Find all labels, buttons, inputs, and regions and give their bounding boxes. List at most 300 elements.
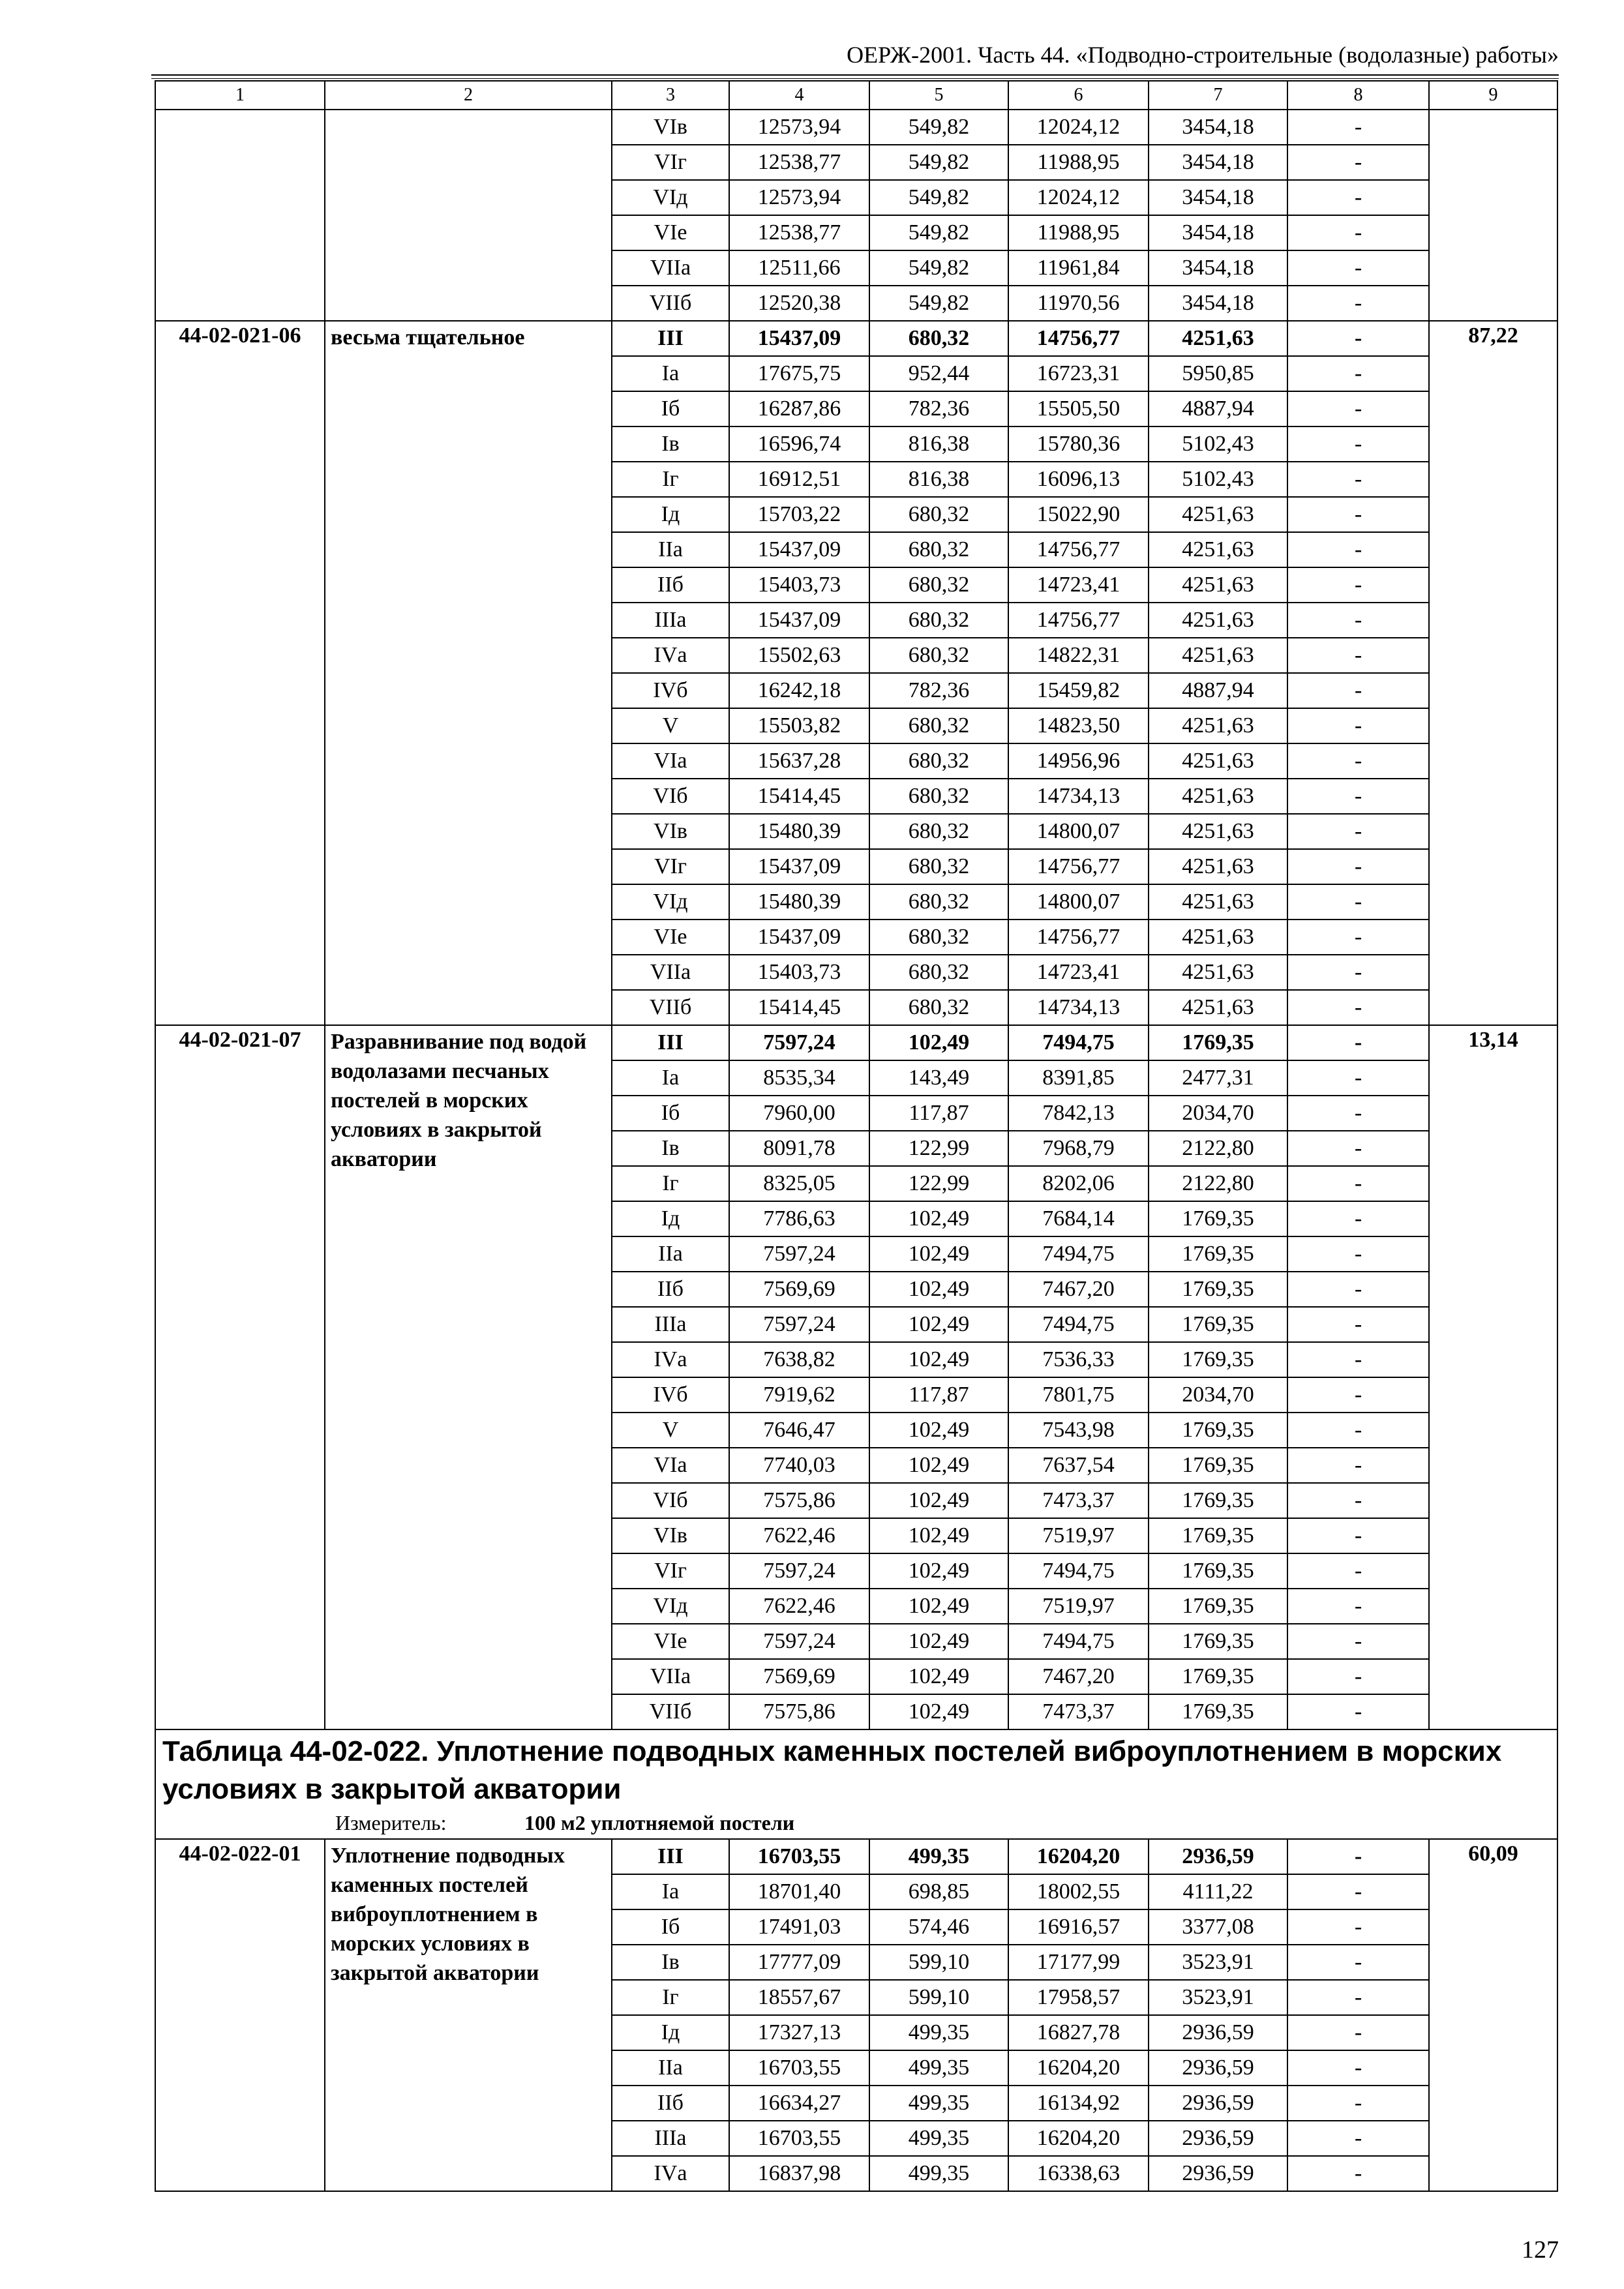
value-cell: -: [1287, 1131, 1429, 1166]
value-cell: 14800,07: [1008, 814, 1149, 849]
value-cell: 7968,79: [1008, 1131, 1149, 1166]
zone-cell: Iа: [612, 1060, 729, 1096]
value-cell: 499,35: [869, 1839, 1008, 1874]
value-cell: 7597,24: [729, 1025, 869, 1060]
value-cell: -: [1287, 2121, 1429, 2156]
value-cell: 1769,35: [1149, 1272, 1287, 1307]
value-cell: 15780,36: [1008, 426, 1149, 462]
value-cell: 102,49: [869, 1553, 1008, 1589]
table-row: [155, 110, 1557, 145]
value-cell: 7740,03: [729, 1448, 869, 1483]
zone-cell: IIIа: [612, 1307, 729, 1342]
zone-cell: Iг: [612, 462, 729, 497]
value-cell: 15437,09: [729, 849, 869, 884]
zone-cell: Iб: [612, 1096, 729, 1131]
value-cell: 2122,80: [1149, 1166, 1287, 1201]
value-cell: 1769,35: [1149, 1201, 1287, 1236]
value-cell: 11988,95: [1008, 215, 1149, 250]
value-cell: 16703,55: [729, 2050, 869, 2086]
rate-code: 44-02-022-01: [155, 1839, 325, 2191]
value-cell: 16596,74: [729, 426, 869, 462]
value-cell: 4887,94: [1149, 673, 1287, 708]
value-cell: 15022,90: [1008, 497, 1149, 532]
meter-line: [162, 1808, 1557, 1838]
value-cell: 102,49: [869, 1448, 1008, 1483]
zone-cell: VIг: [612, 1553, 729, 1589]
value-cell: 1769,35: [1149, 1589, 1287, 1624]
zone-cell: Iв: [612, 1945, 729, 1980]
zone-cell: VIв: [612, 110, 729, 145]
value-cell: -: [1287, 1909, 1429, 1945]
value-cell: 12024,12: [1008, 180, 1149, 215]
value-cell: -: [1287, 2156, 1429, 2191]
zone-cell: VIIа: [612, 955, 729, 990]
value-cell: -: [1287, 1518, 1429, 1553]
value-cell: 15414,45: [729, 779, 869, 814]
value-cell: 15437,09: [729, 603, 869, 638]
table-row: [155, 1025, 1557, 1060]
column-9-value: 87,22: [1429, 321, 1557, 1025]
value-cell: 16096,13: [1008, 462, 1149, 497]
value-cell: -: [1287, 145, 1429, 180]
value-cell: 816,38: [869, 462, 1008, 497]
value-cell: 11988,95: [1008, 145, 1149, 180]
value-cell: 17958,57: [1008, 1980, 1149, 2015]
value-cell: 7494,75: [1008, 1553, 1149, 1589]
column-number: 4: [729, 81, 869, 110]
zone-cell: III: [612, 1025, 729, 1060]
value-cell: 102,49: [869, 1413, 1008, 1448]
value-cell: 7842,13: [1008, 1096, 1149, 1131]
value-cell: 1769,35: [1149, 1413, 1287, 1448]
value-cell: 680,32: [869, 321, 1008, 356]
column-number: 1: [155, 81, 325, 110]
value-cell: 680,32: [869, 814, 1008, 849]
zone-cell: VIIб: [612, 1694, 729, 1729]
value-cell: 3523,91: [1149, 1980, 1287, 2015]
value-cell: 680,32: [869, 708, 1008, 743]
work-description: Разравнивание под водой водолазами песчаных постелей в морских условиях в закрытой акватории: [325, 1025, 612, 1729]
zone-cell: IIа: [612, 1236, 729, 1272]
value-cell: 8535,34: [729, 1060, 869, 1096]
zone-cell: VIIб: [612, 286, 729, 321]
zone-cell: Iг: [612, 1166, 729, 1201]
value-cell: 16242,18: [729, 673, 869, 708]
value-cell: -: [1287, 1201, 1429, 1236]
value-cell: 7801,75: [1008, 1377, 1149, 1413]
zone-cell: VIе: [612, 215, 729, 250]
value-cell: -: [1287, 1307, 1429, 1342]
value-cell: 7467,20: [1008, 1272, 1149, 1307]
value-cell: 4251,63: [1149, 743, 1287, 779]
value-cell: 7494,75: [1008, 1025, 1149, 1060]
value-cell: -: [1287, 497, 1429, 532]
value-cell: 18557,67: [729, 1980, 869, 2015]
value-cell: 1769,35: [1149, 1342, 1287, 1377]
value-cell: -: [1287, 1839, 1429, 1874]
zone-cell: Iа: [612, 356, 729, 391]
value-cell: -: [1287, 884, 1429, 920]
zone-cell: Iд: [612, 2015, 729, 2050]
value-cell: 1769,35: [1149, 1659, 1287, 1694]
value-cell: 16338,63: [1008, 2156, 1149, 2191]
value-cell: 3454,18: [1149, 110, 1287, 145]
value-cell: 3454,18: [1149, 145, 1287, 180]
zone-cell: Iа: [612, 1874, 729, 1909]
rates-table: [155, 80, 1558, 2192]
value-cell: 7575,86: [729, 1483, 869, 1518]
zone-cell: VIа: [612, 743, 729, 779]
value-cell: 7919,62: [729, 1377, 869, 1413]
value-cell: 15437,09: [729, 321, 869, 356]
value-cell: -: [1287, 1553, 1429, 1589]
value-cell: 12024,12: [1008, 110, 1149, 145]
value-cell: 16134,92: [1008, 2086, 1149, 2121]
value-cell: 2936,59: [1149, 1839, 1287, 1874]
value-cell: 7622,46: [729, 1589, 869, 1624]
value-cell: 3523,91: [1149, 1945, 1287, 1980]
zone-cell: VIа: [612, 1448, 729, 1483]
table-title-cell: [155, 1729, 1557, 1839]
zone-cell: IIа: [612, 2050, 729, 2086]
value-cell: -: [1287, 2015, 1429, 2050]
value-cell: 15403,73: [729, 955, 869, 990]
zone-cell: VIIа: [612, 250, 729, 286]
value-cell: -: [1287, 955, 1429, 990]
zone-cell: VIг: [612, 145, 729, 180]
value-cell: 5102,43: [1149, 426, 1287, 462]
table-row: [155, 1839, 1557, 1874]
value-cell: 102,49: [869, 1624, 1008, 1659]
value-cell: -: [1287, 286, 1429, 321]
value-cell: 102,49: [869, 1483, 1008, 1518]
zone-cell: IIб: [612, 567, 729, 603]
work-description: Уплотнение подводных каменных постелей виброуплотнением в морских условиях в закрытой акватории: [325, 1839, 612, 2191]
value-cell: 7622,46: [729, 1518, 869, 1553]
value-cell: 15703,22: [729, 497, 869, 532]
value-cell: 4251,63: [1149, 849, 1287, 884]
value-cell: 14800,07: [1008, 884, 1149, 920]
zone-cell: VIг: [612, 849, 729, 884]
zone-cell: IIб: [612, 2086, 729, 2121]
value-cell: 12538,77: [729, 215, 869, 250]
column-number: 6: [1008, 81, 1149, 110]
table-row: [155, 321, 1557, 356]
value-cell: 16204,20: [1008, 2050, 1149, 2086]
zone-cell: VIе: [612, 920, 729, 955]
value-cell: 16912,51: [729, 462, 869, 497]
value-cell: 1769,35: [1149, 1483, 1287, 1518]
zone-cell: IIа: [612, 532, 729, 567]
value-cell: 12538,77: [729, 145, 869, 180]
value-cell: 680,32: [869, 779, 1008, 814]
value-cell: 102,49: [869, 1201, 1008, 1236]
value-cell: 16703,55: [729, 1839, 869, 1874]
zone-cell: VIб: [612, 779, 729, 814]
rate-code: [155, 110, 325, 321]
value-cell: 7467,20: [1008, 1659, 1149, 1694]
value-cell: 17491,03: [729, 1909, 869, 1945]
column-number: 3: [612, 81, 729, 110]
column-number: 8: [1287, 81, 1429, 110]
value-cell: 7494,75: [1008, 1236, 1149, 1272]
value-cell: 4251,63: [1149, 884, 1287, 920]
value-cell: 7637,54: [1008, 1448, 1149, 1483]
zone-cell: Iб: [612, 1909, 729, 1945]
value-cell: 16837,98: [729, 2156, 869, 2191]
zone-cell: Iг: [612, 1980, 729, 2015]
value-cell: 680,32: [869, 743, 1008, 779]
value-cell: 4111,22: [1149, 1874, 1287, 1909]
value-cell: 14822,31: [1008, 638, 1149, 673]
zone-cell: V: [612, 708, 729, 743]
value-cell: 102,49: [869, 1659, 1008, 1694]
value-cell: 7960,00: [729, 1096, 869, 1131]
value-cell: 7473,37: [1008, 1483, 1149, 1518]
value-cell: 549,82: [869, 215, 1008, 250]
value-cell: 7786,63: [729, 1201, 869, 1236]
value-cell: -: [1287, 1096, 1429, 1131]
value-cell: 15480,39: [729, 884, 869, 920]
value-cell: 1769,35: [1149, 1025, 1287, 1060]
value-cell: 12520,38: [729, 286, 869, 321]
value-cell: 102,49: [869, 1236, 1008, 1272]
meter-value: 100 м2 уплотняемой постели: [524, 1811, 795, 1834]
value-cell: 7494,75: [1008, 1307, 1149, 1342]
value-cell: 122,99: [869, 1166, 1008, 1201]
value-cell: 499,35: [869, 2015, 1008, 2050]
value-cell: 143,49: [869, 1060, 1008, 1096]
value-cell: 1769,35: [1149, 1307, 1287, 1342]
value-cell: 8091,78: [729, 1131, 869, 1166]
value-cell: 14723,41: [1008, 955, 1149, 990]
meter-label: Измеритель:: [335, 1811, 447, 1834]
value-cell: -: [1287, 1060, 1429, 1096]
value-cell: -: [1287, 673, 1429, 708]
value-cell: 549,82: [869, 110, 1008, 145]
value-cell: 2936,59: [1149, 2050, 1287, 2086]
value-cell: 574,46: [869, 1909, 1008, 1945]
column-9-value: 60,09: [1429, 1839, 1557, 2191]
value-cell: -: [1287, 920, 1429, 955]
value-cell: 3454,18: [1149, 286, 1287, 321]
value-cell: 15403,73: [729, 567, 869, 603]
value-cell: -: [1287, 603, 1429, 638]
table-title-row: [155, 1729, 1557, 1839]
value-cell: 2034,70: [1149, 1096, 1287, 1131]
value-cell: -: [1287, 814, 1429, 849]
value-cell: 7519,97: [1008, 1518, 1149, 1553]
value-cell: 4251,63: [1149, 814, 1287, 849]
value-cell: 7638,82: [729, 1342, 869, 1377]
value-cell: -: [1287, 567, 1429, 603]
value-cell: 680,32: [869, 990, 1008, 1025]
value-cell: -: [1287, 1980, 1429, 2015]
table-title: Таблица 44-02-022. Уплотнение подводных каменных постелей виброуплотнением в морских условиях в закрытой акватории: [162, 1735, 1502, 1805]
value-cell: 102,49: [869, 1518, 1008, 1553]
value-cell: 2936,59: [1149, 2086, 1287, 2121]
value-cell: 15480,39: [729, 814, 869, 849]
value-cell: 680,32: [869, 638, 1008, 673]
value-cell: -: [1287, 1377, 1429, 1413]
value-cell: 102,49: [869, 1342, 1008, 1377]
value-cell: 4251,63: [1149, 532, 1287, 567]
column-number-row: [155, 81, 1557, 110]
page-number: 127: [1522, 2236, 1559, 2264]
value-cell: 7597,24: [729, 1236, 869, 1272]
zone-cell: IIIа: [612, 2121, 729, 2156]
value-cell: 18002,55: [1008, 1874, 1149, 1909]
column-number: 2: [325, 81, 612, 110]
value-cell: -: [1287, 391, 1429, 426]
value-cell: 4251,63: [1149, 321, 1287, 356]
value-cell: 15505,50: [1008, 391, 1149, 426]
value-cell: -: [1287, 1945, 1429, 1980]
value-cell: 680,32: [869, 884, 1008, 920]
value-cell: 7536,33: [1008, 1342, 1149, 1377]
zone-cell: VIе: [612, 1624, 729, 1659]
value-cell: 15459,82: [1008, 673, 1149, 708]
value-cell: 18701,40: [729, 1874, 869, 1909]
value-cell: 14756,77: [1008, 849, 1149, 884]
value-cell: 782,36: [869, 673, 1008, 708]
value-cell: -: [1287, 1166, 1429, 1201]
value-cell: 14756,77: [1008, 920, 1149, 955]
value-cell: 1769,35: [1149, 1448, 1287, 1483]
value-cell: 680,32: [869, 603, 1008, 638]
value-cell: 1769,35: [1149, 1236, 1287, 1272]
value-cell: -: [1287, 990, 1429, 1025]
value-cell: -: [1287, 215, 1429, 250]
value-cell: -: [1287, 1874, 1429, 1909]
value-cell: 4251,63: [1149, 638, 1287, 673]
value-cell: 680,32: [869, 955, 1008, 990]
zone-cell: VIд: [612, 1589, 729, 1624]
value-cell: 15637,28: [729, 743, 869, 779]
value-cell: 11970,56: [1008, 286, 1149, 321]
column-number: 9: [1429, 81, 1557, 110]
header-rule: [151, 74, 1559, 76]
value-cell: -: [1287, 1413, 1429, 1448]
value-cell: -: [1287, 1272, 1429, 1307]
value-cell: -: [1287, 426, 1429, 462]
running-title: ОЕРЖ-2001. Часть 44. «Подводно-строительные (водолазные) работы»: [847, 42, 1559, 68]
value-cell: 680,32: [869, 849, 1008, 884]
value-cell: 12511,66: [729, 250, 869, 286]
value-cell: 16827,78: [1008, 2015, 1149, 2050]
value-cell: 4251,63: [1149, 955, 1287, 990]
value-cell: 16723,31: [1008, 356, 1149, 391]
value-cell: 102,49: [869, 1589, 1008, 1624]
value-cell: 816,38: [869, 426, 1008, 462]
zone-cell: IVб: [612, 1377, 729, 1413]
zone-cell: IVа: [612, 1342, 729, 1377]
value-cell: 7569,69: [729, 1659, 869, 1694]
value-cell: 680,32: [869, 920, 1008, 955]
value-cell: 1769,35: [1149, 1694, 1287, 1729]
value-cell: 12573,94: [729, 110, 869, 145]
value-cell: 16703,55: [729, 2121, 869, 2156]
value-cell: -: [1287, 2050, 1429, 2086]
value-cell: 549,82: [869, 180, 1008, 215]
value-cell: 102,49: [869, 1025, 1008, 1060]
value-cell: 117,87: [869, 1377, 1008, 1413]
header-rule-thin: [151, 78, 1559, 79]
value-cell: 12573,94: [729, 180, 869, 215]
value-cell: 2477,31: [1149, 1060, 1287, 1096]
value-cell: 2936,59: [1149, 2015, 1287, 2050]
value-cell: 3454,18: [1149, 180, 1287, 215]
value-cell: 680,32: [869, 567, 1008, 603]
value-cell: 14734,13: [1008, 779, 1149, 814]
value-cell: 5102,43: [1149, 462, 1287, 497]
value-cell: 2122,80: [1149, 1131, 1287, 1166]
value-cell: -: [1287, 638, 1429, 673]
zone-cell: IVа: [612, 2156, 729, 2191]
zone-cell: VIв: [612, 1518, 729, 1553]
value-cell: -: [1287, 743, 1429, 779]
value-cell: 549,82: [869, 145, 1008, 180]
value-cell: 7646,47: [729, 1413, 869, 1448]
value-cell: 2936,59: [1149, 2121, 1287, 2156]
value-cell: 16916,57: [1008, 1909, 1149, 1945]
value-cell: -: [1287, 321, 1429, 356]
value-cell: -: [1287, 180, 1429, 215]
value-cell: 16634,27: [729, 2086, 869, 2121]
value-cell: 15503,82: [729, 708, 869, 743]
zone-cell: Iд: [612, 497, 729, 532]
value-cell: 4251,63: [1149, 920, 1287, 955]
value-cell: 14756,77: [1008, 321, 1149, 356]
value-cell: 7494,75: [1008, 1624, 1149, 1659]
value-cell: 4251,63: [1149, 567, 1287, 603]
value-cell: 14823,50: [1008, 708, 1149, 743]
value-cell: 17675,75: [729, 356, 869, 391]
value-cell: 782,36: [869, 391, 1008, 426]
value-cell: 7519,97: [1008, 1589, 1149, 1624]
value-cell: 102,49: [869, 1694, 1008, 1729]
value-cell: 7597,24: [729, 1624, 869, 1659]
value-cell: 15437,09: [729, 920, 869, 955]
value-cell: -: [1287, 1694, 1429, 1729]
value-cell: 7684,14: [1008, 1201, 1149, 1236]
rate-code: 44-02-021-06: [155, 321, 325, 1025]
zone-cell: IIб: [612, 1272, 729, 1307]
value-cell: 15437,09: [729, 532, 869, 567]
column-9-value: [1429, 110, 1557, 321]
value-cell: 14956,96: [1008, 743, 1149, 779]
value-cell: -: [1287, 110, 1429, 145]
value-cell: 14723,41: [1008, 567, 1149, 603]
value-cell: 4251,63: [1149, 497, 1287, 532]
value-cell: 3377,08: [1149, 1909, 1287, 1945]
value-cell: 17177,99: [1008, 1945, 1149, 1980]
value-cell: 117,87: [869, 1096, 1008, 1131]
zone-cell: VIб: [612, 1483, 729, 1518]
value-cell: 14756,77: [1008, 603, 1149, 638]
value-cell: -: [1287, 779, 1429, 814]
value-cell: 599,10: [869, 1980, 1008, 2015]
value-cell: 8391,85: [1008, 1060, 1149, 1096]
value-cell: 1769,35: [1149, 1518, 1287, 1553]
value-cell: -: [1287, 1448, 1429, 1483]
value-cell: 680,32: [869, 532, 1008, 567]
value-cell: -: [1287, 1659, 1429, 1694]
work-description: [325, 110, 612, 321]
value-cell: 680,32: [869, 497, 1008, 532]
value-cell: 14734,13: [1008, 990, 1149, 1025]
value-cell: -: [1287, 2086, 1429, 2121]
